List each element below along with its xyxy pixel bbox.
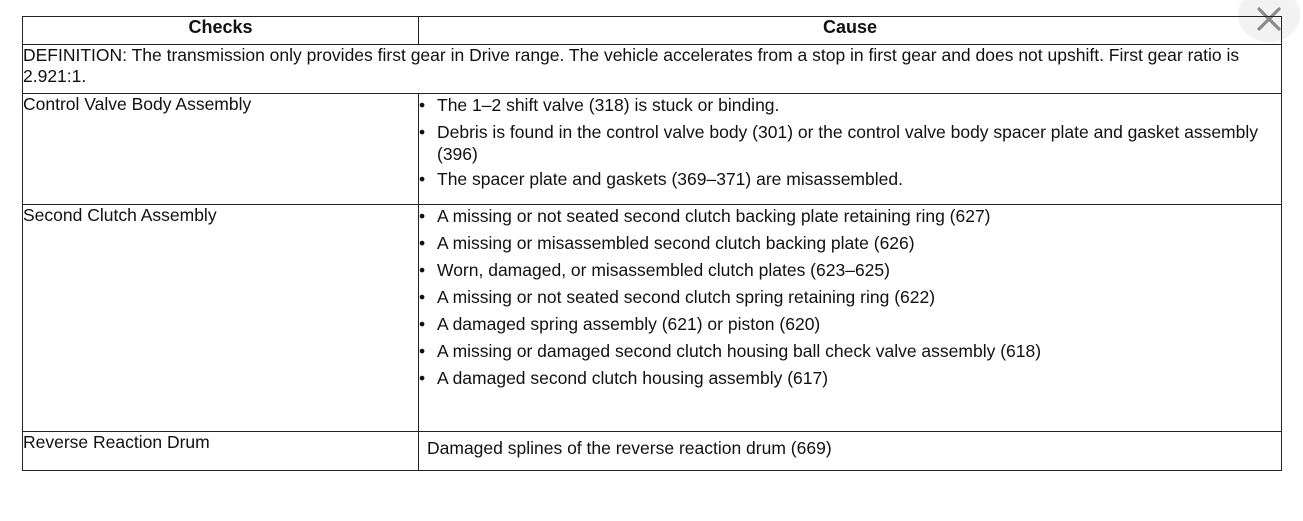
list-item: • The spacer plate and gaskets (369–371) are misassembled. bbox=[419, 168, 1281, 192]
cause-cell-text: Damaged splines of the reverse reaction drum (669) bbox=[419, 432, 1282, 471]
check-label: Second Clutch Assembly bbox=[23, 205, 419, 432]
cause-cell bbox=[419, 94, 1282, 205]
table-row bbox=[23, 432, 1282, 471]
list-item: • Worn, damaged, or misassembled clutch plates (623–625) bbox=[419, 259, 1281, 283]
header-checks: Checks bbox=[23, 17, 419, 45]
list-item: • A missing or not seated second clutch spring retaining ring (622) bbox=[419, 286, 1281, 310]
list-item: • A missing or misassembled second clutch backing plate (626) bbox=[419, 232, 1281, 256]
list-item: • A missing or damaged second clutch housing ball check valve assembly (618) bbox=[419, 340, 1281, 364]
list-item: • A missing or not seated second clutch backing plate retaining ring (627) bbox=[419, 205, 1281, 229]
list-item: • The 1–2 shift valve (318) is stuck or binding. bbox=[419, 94, 1281, 118]
cause-list bbox=[419, 94, 1281, 192]
list-item: • A damaged spring assembly (621) or piston (620) bbox=[419, 313, 1281, 337]
header-row bbox=[23, 17, 1282, 45]
table-row bbox=[23, 205, 1282, 432]
list-item: • Debris is found in the control valve body (301) or the control valve body spacer plate and gasket assembly (396) bbox=[419, 121, 1281, 165]
list-item: • A damaged second clutch housing assembly (617) bbox=[419, 367, 1281, 391]
diagnostic-table bbox=[22, 16, 1282, 471]
check-label: Reverse Reaction Drum bbox=[23, 432, 419, 471]
definition-text: DEFINITION: The transmission only provides first gear in Drive range. The vehicle accelerates from a stop in first gear and does not upshift. First gear ratio is 2.921:1. bbox=[23, 45, 1282, 94]
check-label: Control Valve Body Assembly bbox=[23, 94, 419, 205]
table-row bbox=[23, 94, 1282, 205]
header-cause: Cause bbox=[419, 17, 1282, 45]
cause-list bbox=[419, 205, 1281, 391]
definition-row bbox=[23, 45, 1282, 94]
cause-cell bbox=[419, 205, 1282, 432]
